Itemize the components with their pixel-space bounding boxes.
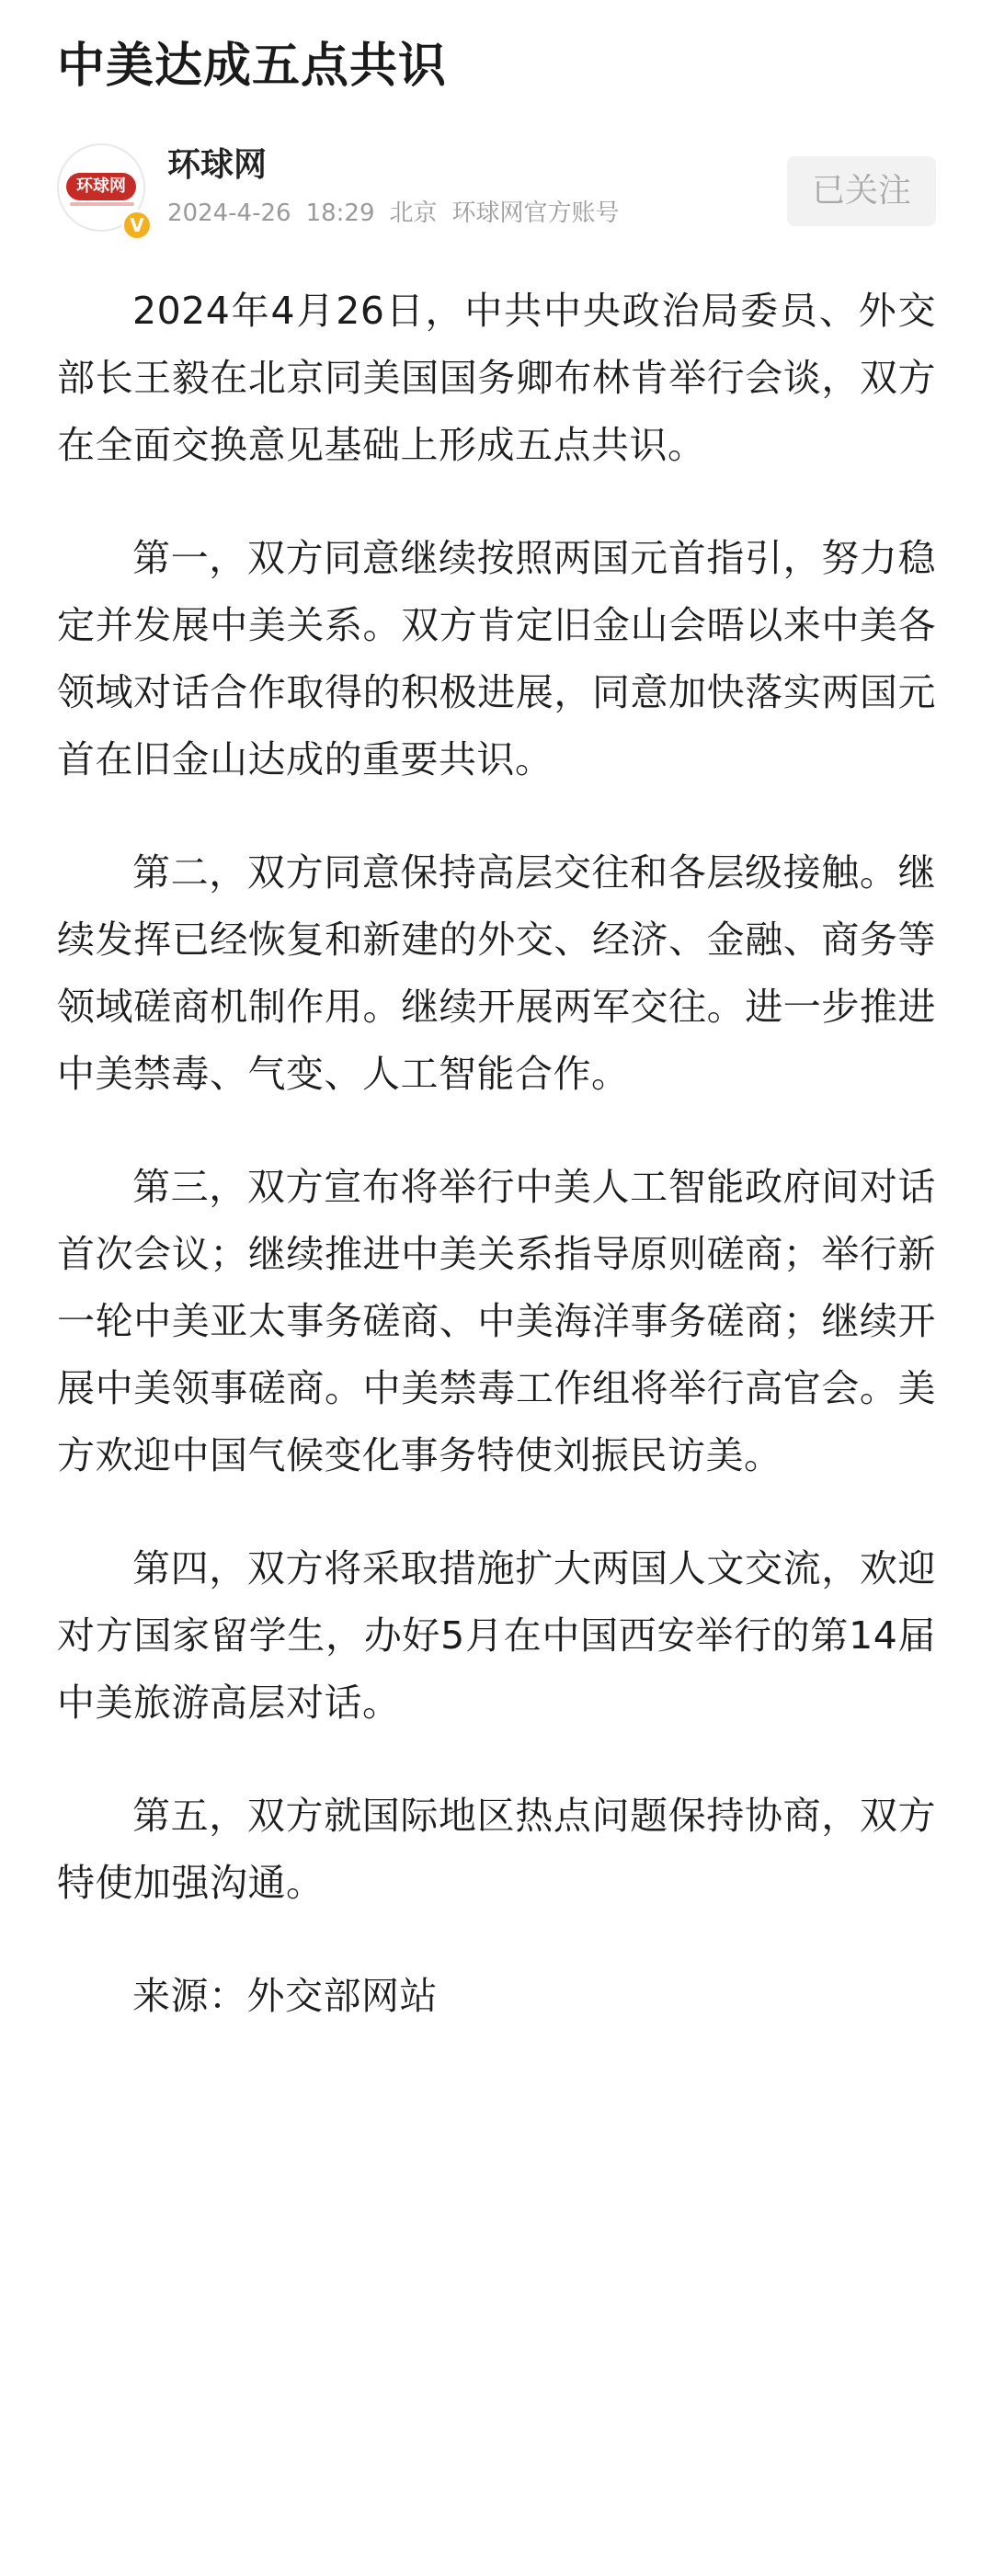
article-paragraph: 2024年4月26日，中共中央政治局委员、外交部长王毅在北京同美国国务卿布林肯举行会谈，双方在全面交换意见基础上形成五点共识。 xyxy=(57,289,936,467)
follow-button[interactable]: 已关注 xyxy=(787,156,936,226)
article-title: 中美达成五点共识 xyxy=(57,39,448,94)
article-source: 来源：外交部网站 xyxy=(132,1974,438,2018)
article-paragraph: 第五，双方就国际地区热点问题保持协商，双方特使加强沟通。 xyxy=(57,1794,936,1905)
verified-badge-icon: V xyxy=(121,210,153,241)
author-name[interactable]: 环球网 xyxy=(167,146,268,184)
article-paragraph: 第一，双方同意继续按照两国元首指引，努力稳定并发展中美关系。双方肯定旧金山会晤以来中美各领域对话合作取得的积极进展，同意加快落实两国元首在旧金山达成的重要共识。 xyxy=(57,536,936,781)
article-paragraph: 第二，双方同意保持高层交往和各层级接触。继续发挥已经恢复和新建的外交、经济、金融、商务等领域磋商机制作用。继续开展两军交往。进一步推进中美禁毒、气变、人工智能合作。 xyxy=(57,850,936,1096)
post-date: 2024-4-26 xyxy=(167,199,291,227)
article-paragraph: 第三，双方宣布将举行中美人工智能政府间对话首次会议；继续推进中美关系指导原则磋商；举行新一轮中美亚太事务磋商、中美海洋事务磋商；继续开展中美领事磋商。中美禁毒工作组将举行高官会。美方欢迎中国气候变化事务特使刘振民访美。 xyxy=(57,1165,936,1477)
author-header xyxy=(57,136,936,239)
article-paragraph: 第四，双方将采取措施扩大两国人文交流，欢迎对方国家留学生，办好5月在中国西安举行的第14届中美旅游高层对话。 xyxy=(57,1546,936,1725)
logo-underline xyxy=(70,202,134,206)
huanqiu-logo: 环球网 xyxy=(66,173,136,200)
post-meta xyxy=(167,197,634,230)
post-location: 北京 xyxy=(389,199,438,227)
post-time: 18:29 xyxy=(305,199,375,227)
article-body xyxy=(57,278,936,2030)
account-type: 环球网官方账号 xyxy=(451,199,620,227)
